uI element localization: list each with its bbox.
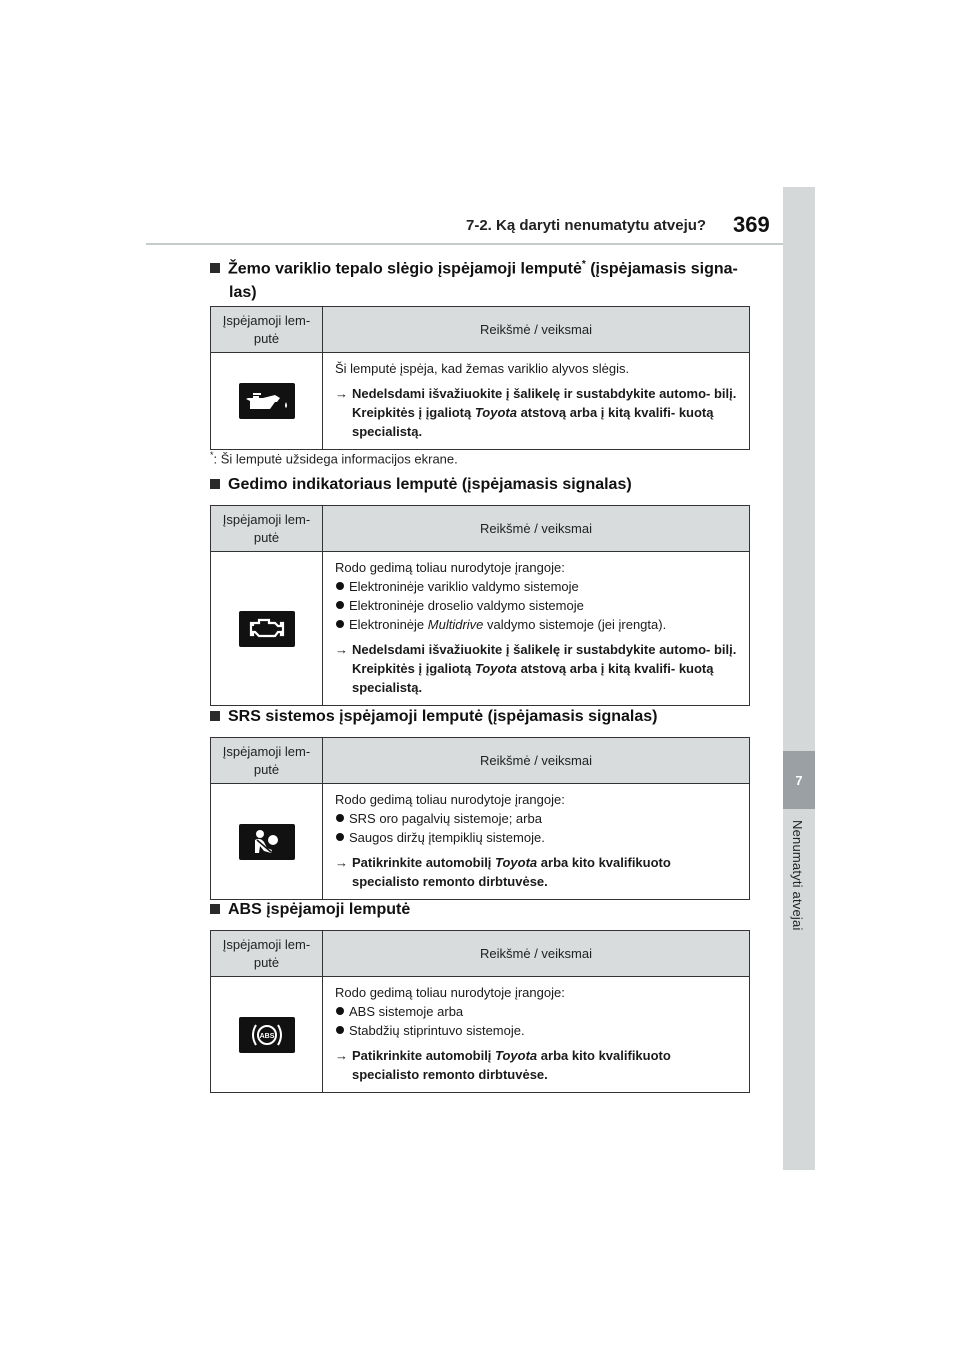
heading-bullet (210, 904, 220, 914)
header-divider (146, 243, 784, 245)
list-item: Stabdžių stiprintuvo sistemoje. (335, 1021, 741, 1040)
table-header-row (211, 506, 750, 552)
list-item: Elektroninėje droselio valdymo sistemoje (335, 596, 741, 615)
description-cell: Rodo gedimą toliau nurodytoje įrangoje: ABS sistemoje arba Stabdžių stiprintuvo sistemoje. → Patikrinkite automobilį Toyota arba kito kvalifikuoto specialisto remonto dirbtuvėse. (323, 977, 750, 1093)
chapter-side-label: Nenumatyti atvejai (790, 820, 805, 931)
header-meaning: Reikšmė / veiksmai (323, 738, 750, 784)
table-row (211, 784, 750, 900)
list-item: SRS oro pagalvių sistemoje; arba (335, 809, 741, 828)
svg-text:ABS: ABS (259, 1032, 274, 1040)
icon-cell (211, 353, 323, 450)
header-meaning: Reikšmė / veiksmai (323, 307, 750, 353)
header-meaning: Reikšmė / veiksmai (323, 931, 750, 977)
action-text: → Patikrinkite automobilį Toyota arba kito kvalifikuoto specialisto remonto dirbtuvėse. (335, 855, 671, 889)
list-item: Saugos diržų įtempiklių sistemoje. (335, 828, 741, 847)
list-item: Elektroninėje Multidrive valdymo sistemoje (jei įrengta). (335, 615, 741, 634)
description-cell: Rodo gedimą toliau nurodytoje įrangoje: SRS oro pagalvių sistemoje; arba Saugos diržų įtempiklių sistemoje. → Patikrinkite automobilį Toyota arba kito kvalifikuoto specialisto remonto dirbtuvėse. (323, 784, 750, 900)
footnote-marker: * (581, 259, 586, 270)
oil-pressure-warning-icon (239, 383, 295, 419)
heading-bullet (210, 479, 220, 489)
action-text: → Patikrinkite automobilį Toyota arba kito kvalifikuoto specialisto remonto dirbtuvėse. (335, 1048, 671, 1082)
abs-warning-icon (239, 1017, 295, 1053)
table-header-row (211, 931, 750, 977)
section-heading-malfunction: Gedimo indikatoriaus lemputė (įspėjamasis signalas) (210, 473, 755, 497)
oil-pressure-table (210, 306, 750, 450)
header-light: Įspėjamoji lem- putė (211, 506, 323, 552)
footnote: *: Ši lemputė užsidega informacijos ekrane. (210, 450, 458, 467)
chapter-side-tab (783, 187, 815, 1170)
header-light: Įspėjamoji lem- putė (211, 307, 323, 353)
icon-cell (211, 552, 323, 706)
section-header-title: 7-2. Ką daryti nenumatytu atveju? (466, 217, 707, 234)
malfunction-indicator-table (210, 505, 750, 706)
icon-cell (211, 784, 323, 900)
table-row (211, 353, 750, 450)
action-text: → Nedelsdami išvažiuokite į šalikelę ir sustabdykite automo- bilį. Kreipkitės į įgaliotą Toyota atstovą arba į kitą kvalifi- kuotą specialistą. (335, 386, 737, 439)
section-heading-oil-pressure: Žemo variklio tepalo slėgio įspėjamoji lemputė* (įspėjamasis signa- las) (210, 253, 755, 305)
list-item: ABS sistemoje arba (335, 1002, 741, 1021)
header-light: Įspėjamoji lem- putė (211, 931, 323, 977)
header-light: Įspėjamoji lem- putė (211, 738, 323, 784)
chapter-number-badge: 7 (783, 751, 815, 809)
action-text: → Nedelsdami išvažiuokite į šalikelę ir sustabdykite automo- bilį. Kreipkitės į įgaliotą Toyota atstovą arba į kitą kvalifi- kuotą specialistą. (335, 642, 737, 695)
list-item: Elektroninėje variklio valdymo sistemoje (335, 577, 741, 596)
table-header-row (211, 307, 750, 353)
heading-bullet (210, 711, 220, 721)
description-cell: Rodo gedimą toliau nurodytoje įrangoje: Elektroninėje variklio valdymo sistemoje Elektroninėje droselio valdymo sistemoje Elektroninėje Multidrive valdymo sistemoje (jei įrengta). → Nedelsdami išvažiuokite į šalikelę ir sustabdykite automo- bilį. Kreipkitės į įgaliotą Toyota atstovą arba į kitą kvalifi- kuotą specialistą. (323, 552, 750, 706)
section-heading-abs: ABS įspėjamoji lemputė (210, 898, 755, 922)
heading-bullet (210, 263, 220, 273)
check-engine-icon (239, 611, 295, 647)
table-row (211, 977, 750, 1093)
header-meaning: Reikšmė / veiksmai (323, 506, 750, 552)
page-number: 369 (733, 212, 770, 237)
table-header-row (211, 738, 750, 784)
section-heading-srs: SRS sistemos įspėjamoji lemputė (įspėjamasis signalas) (210, 705, 755, 729)
abs-warning-table (210, 930, 750, 1093)
icon-cell (211, 977, 323, 1093)
description-cell: Ši lemputė įspėja, kad žemas variklio alyvos slėgis. → Nedelsdami išvažiuokite į šalikelę ir sustabdykite automo- bilį. Kreipkitės į įgaliotą Toyota atstovą arba į kitą kvalifi- kuotą specialistą. (323, 353, 750, 450)
srs-warning-table (210, 737, 750, 900)
srs-airbag-icon (239, 824, 295, 860)
table-row (211, 552, 750, 706)
